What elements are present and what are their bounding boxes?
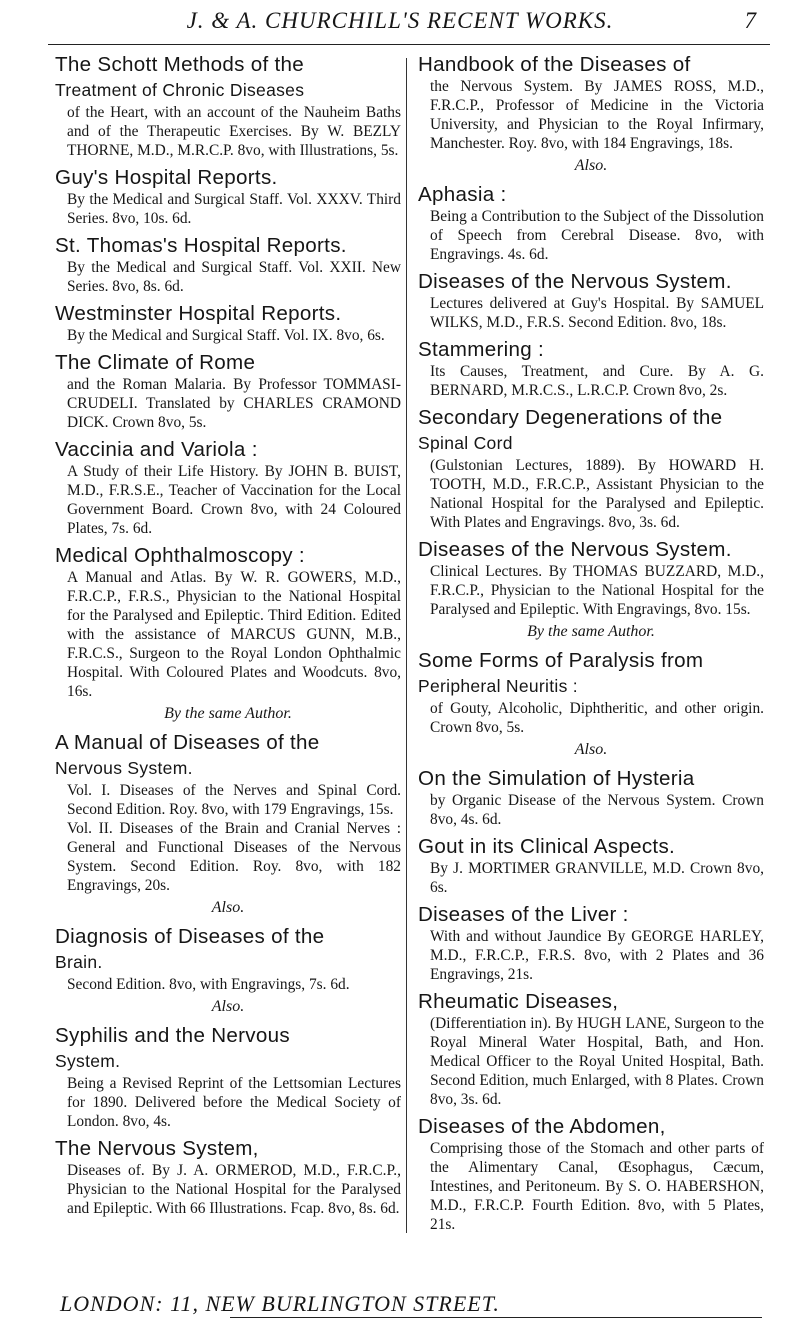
- book-entry: [55, 437, 401, 538]
- also-note: Also.: [574, 157, 608, 174]
- book-title-main: Vaccinia and Variola :: [55, 438, 258, 461]
- book-title-main: Gout in its Clinical Aspects.: [418, 835, 676, 858]
- book-description: [67, 1074, 401, 1131]
- running-head-title: J. & A. CHURCHILL'S RECENT WORKS.: [186, 8, 614, 33]
- book-title: [418, 269, 764, 294]
- book-title: [55, 730, 401, 781]
- description-paragraph: of Gouty, Alcoholic, Diphtheritic, and other origin. Crown 8vo, 5s.: [430, 700, 764, 736]
- book-title-main: Stammering :: [418, 338, 545, 361]
- top-rule: [48, 44, 770, 45]
- book-title-continued: Spinal Cord: [418, 433, 513, 453]
- book-description: [430, 791, 764, 829]
- book-entry: [55, 1023, 401, 1131]
- book-description: [67, 975, 401, 994]
- book-title: [55, 437, 401, 462]
- book-title-main: Diseases of the Liver :: [418, 903, 629, 926]
- book-description: [430, 927, 764, 984]
- book-title: [418, 766, 764, 791]
- description-paragraph: By the Medical and Surgical Staff. Vol. XXXV. Third Series. 8vo, 10s. 6d.: [67, 191, 401, 227]
- book-title-main: Guy's Hospital Reports.: [55, 166, 278, 189]
- book-title: [55, 1023, 401, 1074]
- book-title-main: Medical Ophthalmoscopy :: [55, 544, 305, 567]
- description-paragraph: Vol. I. Diseases of the Nerves and Spinal Cord. Second Edition. Roy. 8vo, with 179 Engravings, 15s.: [67, 782, 401, 818]
- book-description: [430, 207, 764, 264]
- book-entry: [55, 924, 401, 1018]
- book-title-main: Diseases of the Nervous System.: [418, 270, 732, 293]
- book-description: [430, 699, 764, 737]
- description-paragraph: By the Medical and Surgical Staff. Vol. XXII. New Series. 8vo, 8s. 6d.: [67, 259, 401, 295]
- description-paragraph: Being a Contribution to the Subject of the Dissolution of Speech from Cerebral Disease. 8vo, with Engravings. 4s. 6d.: [430, 208, 764, 263]
- book-entry: [418, 834, 764, 897]
- book-entry: [418, 766, 764, 829]
- book-entry: [55, 233, 401, 296]
- book-title: [418, 182, 764, 207]
- book-entry: [418, 269, 764, 332]
- book-entry: [55, 350, 401, 432]
- description-paragraph: Its Causes, Treatment, and Cure. By A. G. BERNARD, M.R.C.S., L.R.C.P. Crown 8vo, 2s.: [430, 363, 764, 399]
- book-title-continued: System.: [55, 1051, 121, 1071]
- book-description: [430, 1014, 764, 1109]
- book-description: [67, 326, 401, 345]
- book-description: [67, 462, 401, 538]
- book-title-main: Rheumatic Diseases,: [418, 990, 619, 1013]
- also-note: Also.: [211, 899, 245, 916]
- description-paragraph: A Manual and Atlas. By W. R. GOWERS, M.D., F.R.C.P., F.R.S., Physician to the National Hospital for the Paralysed and Epileptic. Third Edition. Edited with the assistance of MARCUS GUNN, M.B., F.R.C.S., Surgeon to the Royal London Ophthalmic Hospital. With Coloured Plates and Woodcuts. 8vo, 16s.: [67, 569, 401, 700]
- description-paragraph: Being a Revised Reprint of the Lettsomian Lectures for 1890. Delivered before the Medical Society of London. 8vo, 4s.: [67, 1075, 401, 1130]
- bottom-rule: [230, 1317, 762, 1318]
- also-note: By the same Author.: [527, 623, 655, 640]
- description-paragraph: (Gulstonian Lectures, 1889). By HOWARD H. TOOTH, M.D., F.R.C.P., Assistant Physician to the National Hospital for the Paralysed and Epileptic. With Plates and Engravings. 8vo, 3s. 6d.: [430, 457, 764, 531]
- book-description: [67, 568, 401, 701]
- book-title: [55, 301, 401, 326]
- book-title: [418, 52, 764, 77]
- book-entry: [418, 989, 764, 1109]
- book-entry: [55, 543, 401, 725]
- book-entry: [418, 52, 764, 177]
- book-description: [67, 781, 401, 895]
- book-title: [418, 337, 764, 362]
- description-paragraph: Diseases of. By J. A. ORMEROD, M.D., F.R.C.P., Physician to the National Hospital for the Paralysed and Epileptic. With 66 Illustrations. Fcap. 8vo, 8s. 6d.: [67, 1162, 401, 1217]
- book-entry: [418, 337, 764, 400]
- book-description: [430, 456, 764, 532]
- left-column: [55, 52, 401, 1223]
- book-title-main: St. Thomas's Hospital Reports.: [55, 234, 347, 257]
- description-paragraph: of the Heart, with an account of the Nauheim Baths and of the Therapeutic Exercises. By W. BEZLY THORNE, M.D., M.R.C.P. 8vo, with Illustrations, 5s.: [67, 104, 401, 159]
- description-paragraph: the Nervous System. By JAMES ROSS, M.D., F.R.C.P., Professor of Medicine in the Victoria University, and Physician to the Royal Infirmary, Manchester. Roy. 8vo, with 184 Engravings, 18s.: [430, 78, 764, 152]
- book-title-continued: Peripheral Neuritis :: [418, 676, 578, 696]
- book-title-main: Some Forms of Paralysis from: [418, 649, 704, 672]
- description-paragraph: Clinical Lectures. By THOMAS BUZZARD, M.D., F.R.C.P., Physician to the National Hospital for the Paralysed and Epileptic. With Engravings, 8vo. 15s.: [430, 563, 764, 618]
- column-divider: [406, 58, 407, 1233]
- book-title-main: Secondary Degenerations of the: [418, 406, 723, 429]
- book-title: [418, 902, 764, 927]
- book-entry: [55, 1136, 401, 1218]
- description-paragraph: Vol. II. Diseases of the Brain and Cranial Nerves : General and Functional Diseases of the Nervous System. Second Edition. Roy. 8vo, with 182 Engravings, 20s.: [67, 820, 401, 894]
- book-description: [67, 190, 401, 228]
- book-description: [430, 859, 764, 897]
- book-entry: [418, 537, 764, 643]
- book-description: [67, 375, 401, 432]
- book-entry: [55, 730, 401, 919]
- book-title-continued: Nervous System.: [55, 758, 193, 778]
- book-title: [55, 1136, 401, 1161]
- also-note: Also.: [574, 741, 608, 758]
- book-description: [430, 294, 764, 332]
- publisher-address: LONDON: 11, NEW BURLINGTON STREET.: [60, 1291, 500, 1316]
- book-entry: [418, 405, 764, 532]
- description-paragraph: by Organic Disease of the Nervous System. Crown 8vo, 4s. 6d.: [430, 792, 764, 828]
- book-title-main: Diagnosis of Diseases of the: [55, 925, 325, 948]
- book-title: [55, 52, 401, 103]
- book-title-main: Diseases of the Nervous System.: [418, 538, 732, 561]
- book-title-main: Diseases of the Abdomen,: [418, 1115, 666, 1138]
- book-title: [418, 1114, 764, 1139]
- book-title-continued: Brain.: [55, 952, 103, 972]
- book-title-main: The Nervous System,: [55, 1137, 259, 1160]
- book-title-main: The Climate of Rome: [55, 351, 256, 374]
- book-title: [55, 165, 401, 190]
- running-head: [0, 4, 800, 42]
- book-entry: [418, 902, 764, 984]
- book-title: [418, 405, 764, 456]
- book-description: [67, 258, 401, 296]
- book-entry: [55, 52, 401, 160]
- book-title-main: Aphasia :: [418, 183, 507, 206]
- book-entry: [418, 648, 764, 761]
- book-title-continued: Treatment of Chronic Diseases: [55, 80, 305, 100]
- book-title: [55, 924, 401, 975]
- description-paragraph: and the Roman Malaria. By Professor TOMMASI-CRUDELI. Translated by CHARLES CRAMOND DICK. Crown 8vo, 5s.: [67, 376, 401, 431]
- book-description: [430, 562, 764, 619]
- book-description: [67, 103, 401, 160]
- description-paragraph: Comprising those of the Stomach and other parts of the Alimentary Canal, Œsophagus, Cæcum, Intestines, and Peritoneum. By S. O. HABERSHON, M.D., F.R.C.P. Fourth Edition. 8vo, with 5 Plates, 21s.: [430, 1140, 764, 1233]
- also-note: By the same Author.: [164, 705, 292, 722]
- description-paragraph: With and without Jaundice By GEORGE HARLEY, M.D., F.R.C.P., F.R.S. 8vo, with 2 Plates and 36 Engravings, 21s.: [430, 928, 764, 983]
- description-paragraph: By J. MORTIMER GRANVILLE, M.D. Crown 8vo, 6s.: [430, 860, 764, 896]
- page-number: 7: [744, 8, 756, 33]
- book-title: [418, 648, 764, 699]
- book-title: [418, 834, 764, 859]
- book-title-main: A Manual of Diseases of the: [55, 731, 320, 754]
- book-entry: [55, 301, 401, 345]
- book-title: [55, 350, 401, 375]
- book-entry: [55, 165, 401, 228]
- book-title: [418, 537, 764, 562]
- book-description: [430, 362, 764, 400]
- description-paragraph: A Study of their Life History. By JOHN B. BUIST, M.D., F.R.S.E., Teacher of Vaccination for the Local Government Board. Crown 8vo, with 24 Coloured Plates, 7s. 6d.: [67, 463, 401, 537]
- book-title: [55, 233, 401, 258]
- book-description: [430, 1139, 764, 1234]
- description-paragraph: Lectures delivered at Guy's Hospital. By SAMUEL WILKS, M.D., F.R.S. Second Edition. 8vo, 18s.: [430, 295, 764, 331]
- book-entry: [418, 182, 764, 264]
- book-title-main: The Schott Methods of the: [55, 53, 305, 76]
- book-title-main: Handbook of the Diseases of: [418, 53, 691, 76]
- description-paragraph: Second Edition. 8vo, with Engravings, 7s. 6d.: [67, 976, 350, 993]
- book-title-main: Syphilis and the Nervous: [55, 1024, 290, 1047]
- also-note: Also.: [211, 998, 245, 1015]
- description-paragraph: By the Medical and Surgical Staff. Vol. IX. 8vo, 6s.: [67, 327, 385, 344]
- book-title: [55, 543, 401, 568]
- right-column: [418, 52, 764, 1239]
- book-entry: [418, 1114, 764, 1234]
- book-description: [430, 77, 764, 153]
- book-title-main: On the Simulation of Hysteria: [418, 767, 695, 790]
- book-title: [418, 989, 764, 1014]
- book-description: [67, 1161, 401, 1218]
- book-title-main: Westminster Hospital Reports.: [55, 302, 342, 325]
- footer: [0, 1285, 800, 1325]
- description-paragraph: (Differentiation in). By HUGH LANE, Surgeon to the Royal Mineral Water Hospital, Bath, and Hon. Medical Officer to the Royal United Hospital, Bath. Second Edition, much Enlarged, with 8 Plates. Crown 8vo, 3s. 6d.: [430, 1015, 764, 1108]
